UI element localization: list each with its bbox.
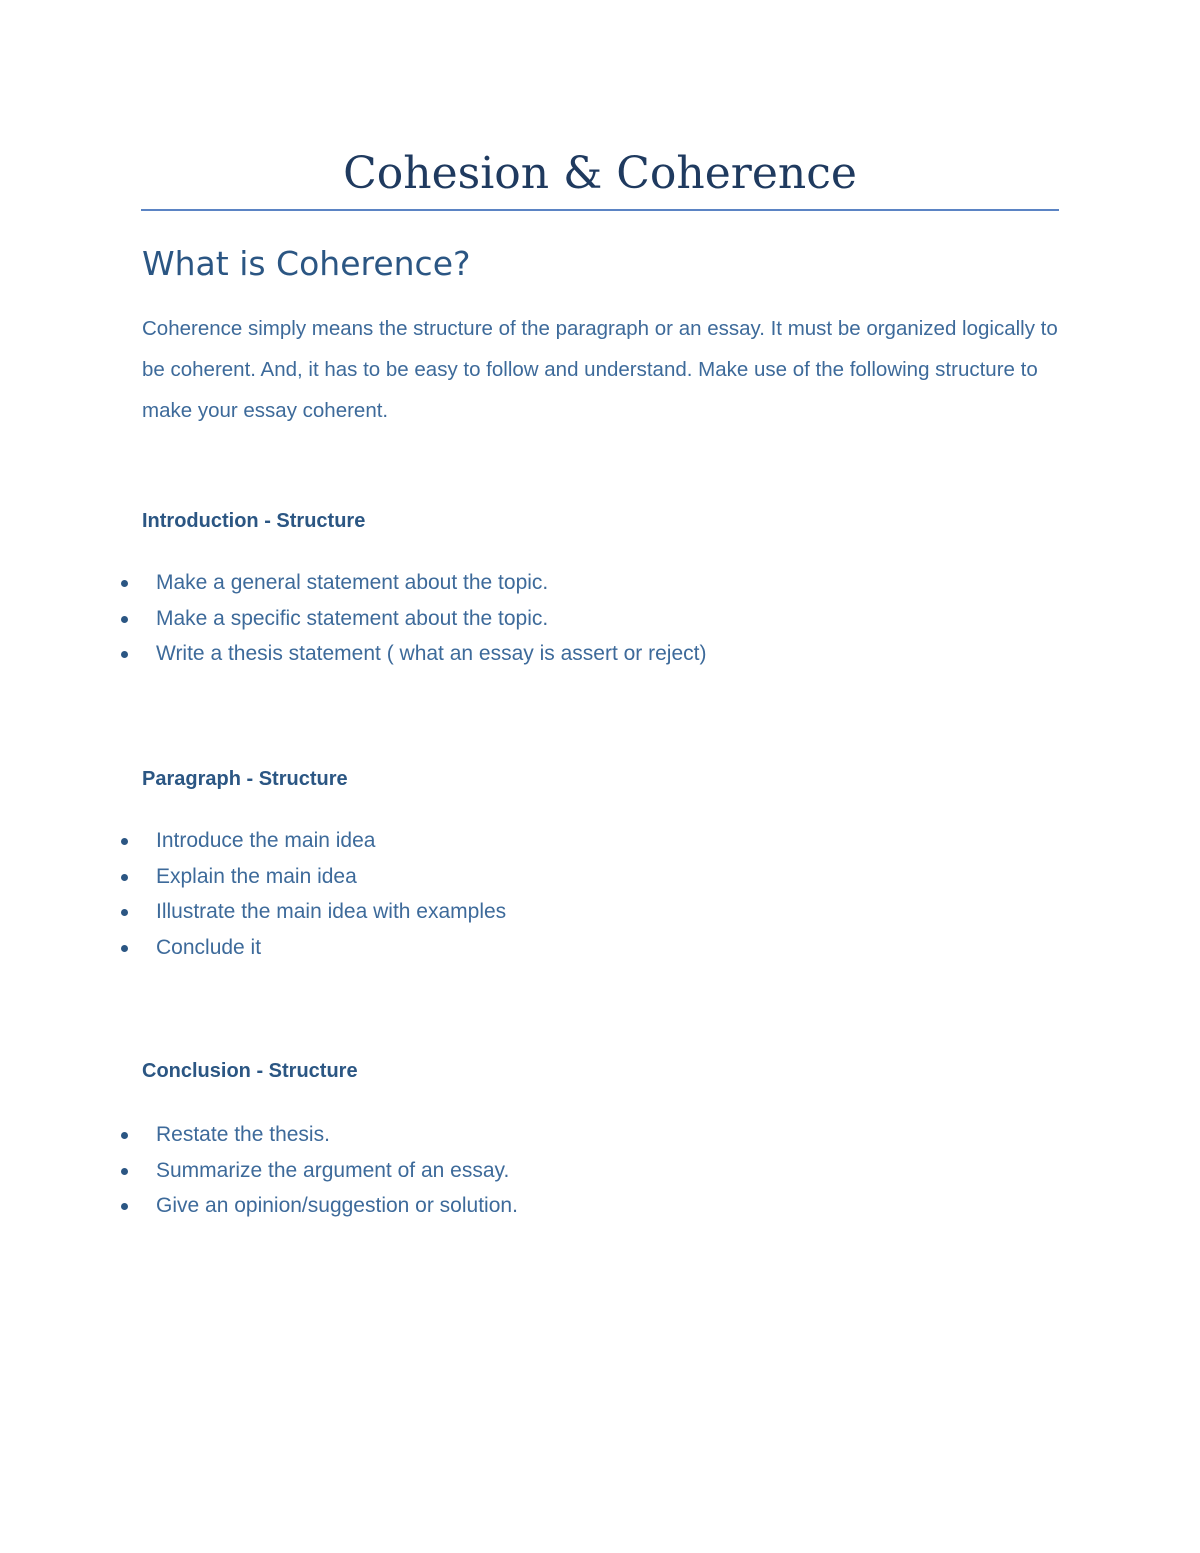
list-item-text: Explain the main idea <box>156 864 357 888</box>
list-item-text: Introduce the main idea <box>156 829 376 852</box>
title-underline-divider <box>141 209 1059 211</box>
bullet-icon <box>121 874 128 881</box>
coherence-heading: What is Coherence? <box>142 244 471 283</box>
conclusion-structure-heading: Conclusion - Structure <box>142 1060 358 1082</box>
list-item-text: Conclude it <box>156 935 262 959</box>
list-item-text: Make a specific statement about the topic. <box>156 606 549 630</box>
list-item-text: Restate the thesis. <box>156 1123 330 1146</box>
bullet-icon <box>121 651 128 658</box>
bullet-icon <box>121 1168 128 1175</box>
bullet-icon <box>121 909 128 916</box>
bullet-icon <box>121 838 128 845</box>
list-item-text: Illustrate the main idea with examples <box>156 900 507 923</box>
bullet-icon <box>121 1203 128 1210</box>
bullet-icon <box>121 1132 128 1139</box>
bullet-icon <box>121 945 128 952</box>
list-item-text: Summarize the argument of an essay. <box>156 1158 510 1182</box>
intro-paragraph: Coherence simply means the structure of the paragraph or an essay. It must be organized logically to be coherent. And, it has to be easy to follow and understand. Make use of the following structure to make your essay coherent. <box>142 317 1058 422</box>
bullet-icon <box>121 580 128 587</box>
list-item-text: Make a general statement about the topic. <box>156 571 549 594</box>
introduction-structure-heading: Introduction - Structure <box>142 510 366 532</box>
bullet-icon <box>121 616 128 623</box>
document-title: Cohesion & Coherence <box>343 148 857 199</box>
paragraph-structure-heading: Paragraph - Structure <box>142 768 348 790</box>
list-item-text: Write a thesis statement ( what an essay is assert or reject) <box>156 642 707 665</box>
list-item-text: Give an opinion/suggestion or solution. <box>156 1194 518 1217</box>
